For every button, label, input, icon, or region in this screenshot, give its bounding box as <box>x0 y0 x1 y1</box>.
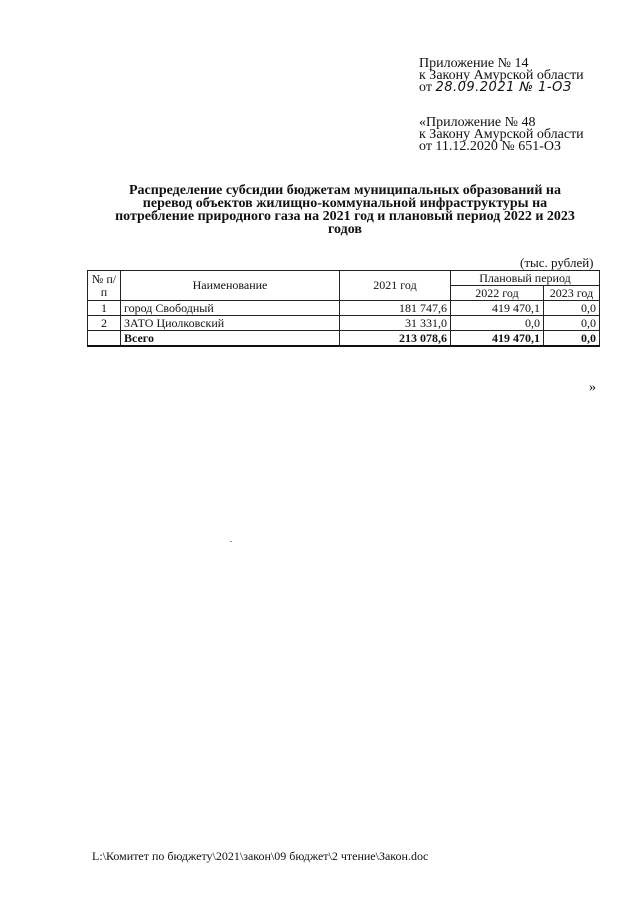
title-line-4: годов <box>328 222 362 237</box>
scan-speck <box>230 541 232 542</box>
title-line-3: потребление природного газа на 2021 год и плановый период 2022 и 2023 <box>115 209 575 224</box>
table-row <box>88 301 600 316</box>
table-header-row <box>88 271 600 286</box>
date-prefix: от <box>419 80 432 95</box>
document-title <box>90 184 600 236</box>
total-2023: 0,0 <box>544 331 600 347</box>
handwritten-date-number: 28.09.2021 № 1-ОЗ <box>435 80 572 95</box>
row-num: 2 <box>88 316 121 331</box>
title-line-1: Распределение субсидии бюджетам муниципальных образований на <box>129 183 561 198</box>
header-num: № п/п <box>88 271 121 301</box>
header-plan-period: Плановый период <box>451 271 600 286</box>
units-label: (тыс. рублей) <box>520 255 594 270</box>
header-2022: 2022 год <box>451 286 544 301</box>
footer-file-path: L:\Комитет по бюджету\2021\закон\09 бюджет\2 чтение\Закон.doc <box>92 849 429 863</box>
appendix-current-block <box>419 58 584 94</box>
appendix-previous-block <box>419 117 584 153</box>
previous-appendix-number: «Приложение № 48 <box>419 115 536 130</box>
table-row <box>88 316 600 331</box>
row-name: ЗАТО Циолковский <box>121 316 340 331</box>
total-2022: 419 470,1 <box>451 331 544 347</box>
appendix-number: Приложение № 14 <box>419 56 529 71</box>
row-2022: 419 470,1 <box>451 301 544 316</box>
total-num <box>88 331 121 347</box>
header-name: Наименование <box>121 271 340 301</box>
appendix-law-ref: к Закону Амурской области <box>419 68 584 83</box>
row-num: 1 <box>88 301 121 316</box>
subsidy-table <box>87 270 600 347</box>
row-2022: 0,0 <box>451 316 544 331</box>
closing-quote: » <box>589 380 596 395</box>
row-2023: 0,0 <box>544 301 600 316</box>
table-total-row <box>88 331 600 347</box>
previous-appendix-date: от 11.12.2020 № 651-ОЗ <box>419 139 562 154</box>
total-2021: 213 078,6 <box>340 331 451 347</box>
total-label: Всего <box>121 331 340 347</box>
appendix-date-line <box>419 82 584 94</box>
row-2023: 0,0 <box>544 316 600 331</box>
row-2021: 181 747,6 <box>340 301 451 316</box>
title-line-2: перевод объектов жилищно-коммунальной инфраструктуры на <box>142 196 548 211</box>
row-name: город Свободный <box>121 301 340 316</box>
header-2023: 2023 год <box>544 286 600 301</box>
row-2021: 31 331,0 <box>340 316 451 331</box>
header-2021: 2021 год <box>340 271 451 301</box>
previous-appendix-law-ref: к Закону Амурской области <box>419 127 584 142</box>
